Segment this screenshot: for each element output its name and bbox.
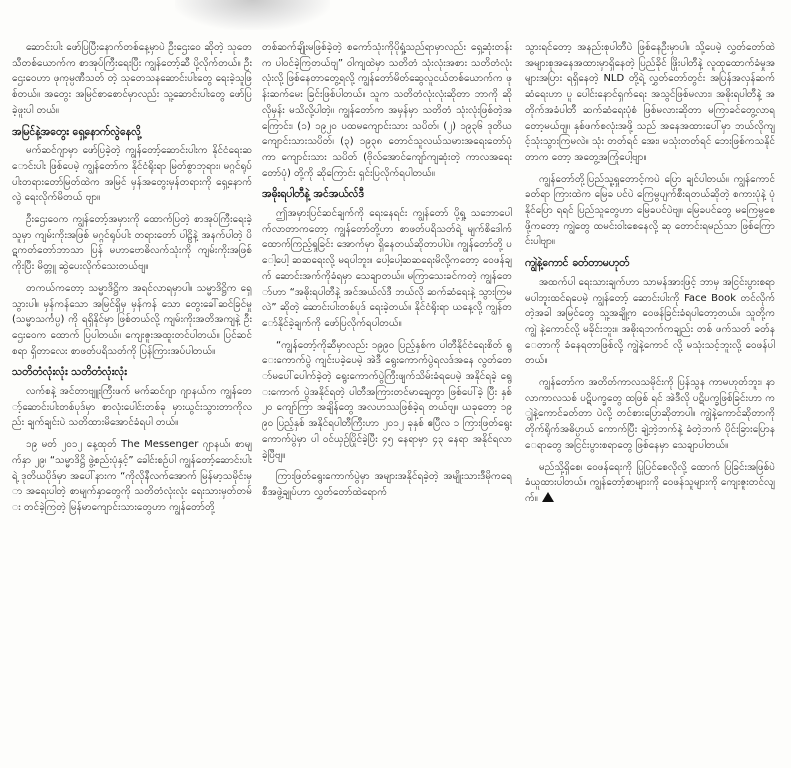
article-paragraph: [12, 212, 252, 275]
article-paragraph: [262, 206, 512, 332]
page-fold-shadow: [175, 0, 330, 30]
article-paragraph: [12, 143, 252, 206]
section-heading: အမြင်နဲ့အတွေး ရှေ့နောက်လွဲနေလို့: [12, 125, 142, 138]
section-heading: ကျွဲနဲ့ကောင် ခတ်တာမဟုတ်: [525, 257, 630, 270]
paragraph-text: လက်စနဲ့ အင်တာဗျူးကြီးဖက် မက်ဆင်ဂျာ ဂျာနယ်က ကျွန်တော့်ဆောင်းပါးတစ်ပုဒ်မှာ စာလုံးပေါင်းတစ်ခု မှားယွင်းသွားတာကိုလည်း ချက်ချင်းပဲ သတိထားမိအောင်ခံရပါ တယ်။: [12, 386, 252, 429]
article-paragraph: [12, 437, 252, 516]
paragraph-text: တကယ်ကတော့ သမ္မာဒိဋ္ဌိက အရင်လာရမှာပါ။ သမ္မာဒိဋ္ဌိက ရှေ့သွားပါ။ မှန်ကန်သော အမြင်ရှိမှ မှန်ကန် သော တွေးခေါ်ဆင်ခြင်မှု (သမ္မာသင်္ကပ္ပ) ကို ရရှိနိုင်မှာ ဖြစ်တယ်လို့ ကျမ်းကိုးအတိအကျနဲ့ ဦးဌေးဝေက ထောက် ပြပါတယ်။ ကျေးဇူးအထူးတင်ပါတယ်။ ပြင်ဆင်စရာ ရှိတာလေး စာဖတ်ပရိသတ်ကို ပြန်ကြားအပ်ပါတယ်။: [12, 282, 252, 357]
column-1: [12, 40, 252, 758]
paragraph-text: မက်ဆင်ဂျာမှာ ဖော်ပြခဲ့တဲ့ ကျွန်တော့်ဆောင်းပါးက နိုင်ငံရေးဆောင်းပါး ဖြစ်ပေမဲ့ ကျွန်တော်က နိုင်ငံရိုးရာ မြတ်စွာဘုရား၊ မဂ္ဂင်ရုပ်ပါးတရားတော်မြတ်ထဲက အမြင် မှန်အတွေးမှန်တရားကို ရှေ့နောက်လွဲ ရေးလိုက်မိတယ် ဗျာ။: [12, 145, 252, 204]
paragraph-text: ကြားဖြတ်ရွေးကောက်ပွဲမှာ အများအနိုင်ရခဲ့တဲ့ အမျိုးသားဒီမိုကရေစီအဖွဲ့ချုပ်ဟာ လွှတ်တော်ထဲရောက်: [262, 471, 512, 498]
paragraph-text: ဦးဌေးဝေက ကျွန်တော့်အမှားကို ထောက်ပြတဲ့ စာအုပ်ကြီးရေးခဲ့သူမှာ ကျမ်းကိုးအဖြစ် မဂ္ဂင်ရုပ်ပါး တရားတော် ပါဠိနဲ့ အနက်ပါတဲ့ ပိဋကတ်တော်ဘာသာ ပြန် မဟာဗောဓိလက်သုံးကို ကျမ်းကိုးအဖြစ် ကိုးပြီး မိတ္တူ ဆွဲပေးလိုက်သေးတယ်ဗျ။: [12, 214, 252, 273]
paragraph-text: “ကျွန်တော့်ကိုဆီမှာလည်း ၁၉၉၀ ပြည့်နှစ်က ပါတီနိုင်ငံရေးစိတ် ရွေးကောက်ပွဲ ကျင်းပခဲ့ပေမဲ့ အဲဒီ ရွေးကောက်ပွဲရလဒ်အနေ လွတ်တော်မပေါ်ပေါက်ခဲ့တဲ့ ရွေးကောက်ပွဲကြီးဖျက်သိမ်းခံရပေမဲ့ အနိုင်ရခဲ့ ရွေးကောက် ပွဲအနိုင်ရတဲ့ ပါတီအကြားတင်မာချေတွာ ဖြစ်ပေါ်ခဲ့ ပြီး နှစ် ၂၀ ကျော်ကြာ အချိန်တွေ အလဟဿဖြစ်ခဲ့ရ တယ်ဗျ။ ယခုတော့ ၁၉၉၀ ပြည့်နှစ် အနိုင်ရပါတီကြီးဟာ ၂၀၁၂ ခုနှစ် ဧပြီလ ၁ ကြားဖြတ်ရွေးကောက်ပွဲမှာ ပါ ဝင်ယှဉ်ပြိုင်ခဲ့ပြီး ၄၅ နေရာမှာ ၄၃ နေရာ အနိုင်ရလာ ခဲ့ပြီဗျ။: [262, 339, 512, 461]
article-paragraph: [525, 172, 775, 251]
paragraph-text: မည်သို့ရှိစေ၊ ဝေဖန်ရေးကို ပြုပြင်စေလိုလို့ ထောက် ပြခြင်းအဖြစ်ပဲ ခံယူထားပါတယ်။ ကျွန်တော့်စာများကို ဝေဖန်သူများကို ကျေးဇူးတင်လျက်။: [525, 461, 775, 504]
article-paragraph: [525, 275, 775, 369]
article-paragraph: [12, 281, 252, 360]
paragraph-text: ကျွန်တော်တို့ပြည်သူ့ရှုတောင့်ကပဲ ပြော ချင်ပါတယ်။ ကျွန်ကောင်ခတ်ရာ ကြားထဲက မြေခ ပင်ပဲ ကြေမွပျက်စီးရတယ်ဆိုတဲ့ စကားပုံနဲ့ ပုံနိုင်ပြော ရရင် ပြည်သူတွေဟာ မြေခပင်ပဲဗျ။ မြေခပင်တွေ မကြေမွစေဖို့ကတော့ ကျွဲတွေ ထမင်းဝါးစေနေလို့ ဆု တောင်းရမည်သာ ဖြစ်ကြောင်းပါဗျာ။: [525, 173, 775, 248]
paragraph-text: ဆောင်းပါး ဖော်ပြပြီးနောက်တစ်နေ့မှာပဲ ဦးဌေးဝေ ဆိုတဲ့ သုတေသီတစ်ယောက်က စာအုပ်ကြီးရေးပြီး ကျွန်တော့်ဆီ ပို့လိုက်တယ်။ ဦးဌေးဝေဟာ ဖုကုမ္ပဏီသတ် တဲ့ သုတေသနဆောင်းပါးတွေ ရေးခဲ့သူဖြစ်တယ်။ အတွေး အမြင်စာစောင်မှာလည်း သူ့ဆောင်းပါးတွေ ဖော်ပြခဲ့ဖူးပါ တယ်။: [12, 42, 252, 116]
paragraph-text: ၁၉ မတ် ၂၀၁၂ နေ့ထုတ် The Messenger ဂျာနယ်၊ စာမျက်နှာ ၂၉၊ “သမ္မာဒိဋ္ဌိ ဖွဲ့စည်းပုံနှင့်” ခေါင်းစဉ်ပါ ကျွန်တော့်ဆောင်းပါးရဲ့ ဒုတိယပိုဒ်မှာ အပေါ်နားက “ကိုလိုနီလက်အောက် မြန်မာ့သမိုင်းမှာ အရေးပါတဲ့ စာမျက်နှာတွေကို သတိတံလုံးလုံး ရေးသားမှတ်တမ်း တင်ခဲ့ကြတဲ့ မြန်မာကျောင်းသားတွေဟာ ကျွန်တော်တို့: [12, 439, 252, 513]
article-paragraph: [525, 460, 775, 507]
column-2: [262, 40, 512, 758]
article-paragraph: [525, 375, 775, 454]
paragraph-text: သွားရင်တော့ အနည်းစုပါတီပဲ ဖြစ်နေဦးမှာပါ။ သို့ပေမဲ့ လွှတ်တော်ထဲ အများစုအနေအထားမှာရှိနေတဲ့ ပြည်ခိုင် ဖြိုးပါတီနဲ့ လူထုထောက်ခံမှုအများအပြား ရရှိနေတဲ့ NLD တို့ရဲ့ လွှတ်တော်တွင်း အပြန်အလှန်ဆက်ဆံရေးဟာ ပူ ပေါင်းနောင်ရှက်ရေး အသွင်ဖြစ်မလား၊ အဓိုးရပါတီနဲ့ အတိုက်အခံပါတီ ဆက်ဆံရေးပုံစံ ဖြစ်မလားဆိုတာ မကြာခင်တွေ့လာရတော့မယ်ဗျ။ နှစ်ဖက်စလုံးအဖို့ သည် အနေအထားပေါ်မှာ ဘယ်လိုကျင့်သုံးသွားကြမလဲ။ သုံး တတ်ရင် အေး၊ မသုံးတတ်ရင် ဘေးဖြစ်ကသနိုင်တာက တော့ အတွေ့အကြုံပေါ့ဗျာ။: [525, 42, 775, 163]
article-paragraph: [262, 338, 512, 464]
article-paragraph: [12, 384, 252, 431]
article-paragraph: [525, 40, 775, 166]
article-paragraph: [12, 40, 252, 119]
section-heading: သတိတံလုံးလုံး သတိတံလုံးလုံး: [12, 366, 127, 379]
article-paragraph: [262, 40, 512, 181]
paragraph-text: ကျွန်တော်က အတိတ်ကာလသမိုင်းကို ပြန်သွန ကာမဟုတ်ဘူး၊ နာလာကာလသစ် ပဋိပက္ခတွေ ထဖြစ် ရင် အဲဒီလို ပဋိပက္ခဖြစ်ခြင်းဟာ ကျွဲနဲ့ကောင်ခတ်တာ ပဲလို့ တင်စားပြောဆိုတာပါ။ ကျွဲနဲ့ကောင်ဆိုတာကို တိုက်ရိုက်အဓိပ္ပာယ် ကောက်ပြီး ချဲ့ဘဲ့ဘက်နဲ့ ခံတဲ့ဘက် ပိုင်းခြားပြောနေရာတွေ အငြင်းပွားစရာတွေ ဖြစ်နေမှာ သေချာပါတယ်။: [525, 377, 775, 451]
section-heading: အဓိုးရပါတီနဲ့ အင်အယ်လ်ဒီ: [262, 188, 364, 201]
article-paragraph: [262, 469, 512, 500]
end-of-article-triangle-icon: [542, 492, 554, 502]
paragraph-text: တစ်ဆက်ချိုးမဖြစ်ခဲ့တဲ့ စကော်သုံးကိုပိုရှုံ့သည်ရာမှာလည်း ရှေ့ဆုံးတန်းက ပါဝင်ခဲ့ကြတယ်ဗျ” ဝါကျထဲမှာ သတိတံ သုံးလုံးအစား သတိတံလုံးလုံးလို့ ဖြစ်နေတာတွေ့ရလို့ ကျွန်တော်မိတ်ဆွေလူငယ်တစ်ယောက်က ဖုန်းဆက်မေး ခြင်းဖြစ်ပါတယ်။ သူက သတိတံလုံးလုံးဆိုတာ ဘာကို ဆိုလိုမှန်း မသိလို့ပါတဲ့။ ကျွန်တော်က အမှန်မှာ သတိတံ သုံးလုံးဖြစ်တဲ့အကြောင်း၊ (၁) ၁၉၂၀ ပထမကျောင်းသား သပိတ်၊ (၂) ၁၉၃၆ ဒုတိယကျောင်းသားသပိတ်၊ (၃) ၁၉၃၈ တောင်သူလယ်သမားအရေးတော်ပုံကာ ကျောင်းသား သပိတ် (ဗိုလ်အောင်ကျော်ကျဆုံးတဲ့ ကာလအရေးတော်ပုံ) တို့ကို ဆိုကြောင်း ရှင်းပြလိုက်ရပါတယ်။: [262, 42, 512, 179]
paragraph-text: ဤအမှားပြင်ဆင်ချက်ကို ရေးနေရင်း ကျွန်တော် ပို့ရှု့ သဘောပေါက်လာတာကတော့ ကျွန်တော်တို့ဟာ စာဖတ်ပရိသတ်ရဲ့ မျက်စိဒေါက်ထောက်ကြည့်ရှုခြင်း အောက်မှာ ရှိနေတယ်ဆိုတာပါပဲ။ ကျွန်တော်တို့ ပေါ့ပေါ့ ဆဆရေးလို့ မရပါဘူး။ ပေါ့ပေါ့ဆဆရေးမိလို့ကတော့ ဝေဖန်ချက် ဆောင်းအက်ကိုခံရမှာ သေချာတယ်။ မကြာသေးခင်ကတဲ့ ကျွန်တော်ဟာ “အဓိုးရပါတီနဲ့ အင်အယ်လ်ဒီ ဘယ်လို ဆက်ဆံရေးနဲ့ သွားကြမလဲ” ဆိုတဲ့ ဆောင်းပါးတစ်ပုဒ် ရေးခဲ့တယ်။ နိုင်ငံရိုးရာ ယနေ့လို့ ကျွန်တော်နိုင်ခဲ့ချက်ကို ဖော်ပြလိုက်ရပါတယ်။: [262, 208, 512, 329]
column-3: [525, 40, 775, 758]
paragraph-text: အထက်ပါ ရေးသားချက်ဟာ သာမန်အားဖြင့် ဘာမှ အငြင်းပွားစရာ မပါဘူးထင်ရပေမဲ့ ကျွန်တော့် ဆောင်းပါးကို Face Book တင်လိုက်တဲ့အခါ အမြင်တွေ သူ့အချို့က ဝေဖန်ခြင်းခံရပါတော့တယ်။ သူတို့က ကျွဲ နဲ့ကောင်လို့ မခိုင်းဘူး။ အဓိုးရဘက်ကချည်း တစ် ဖက်သတ် ခတ်နေတာကို ခံနေရတာဖြစ်လို့ ကျွဲနဲ့ကောင် လို့ မသုံးသင့်ဘူးလို့ ဝေဖန်ပါတယ်။: [525, 276, 775, 367]
